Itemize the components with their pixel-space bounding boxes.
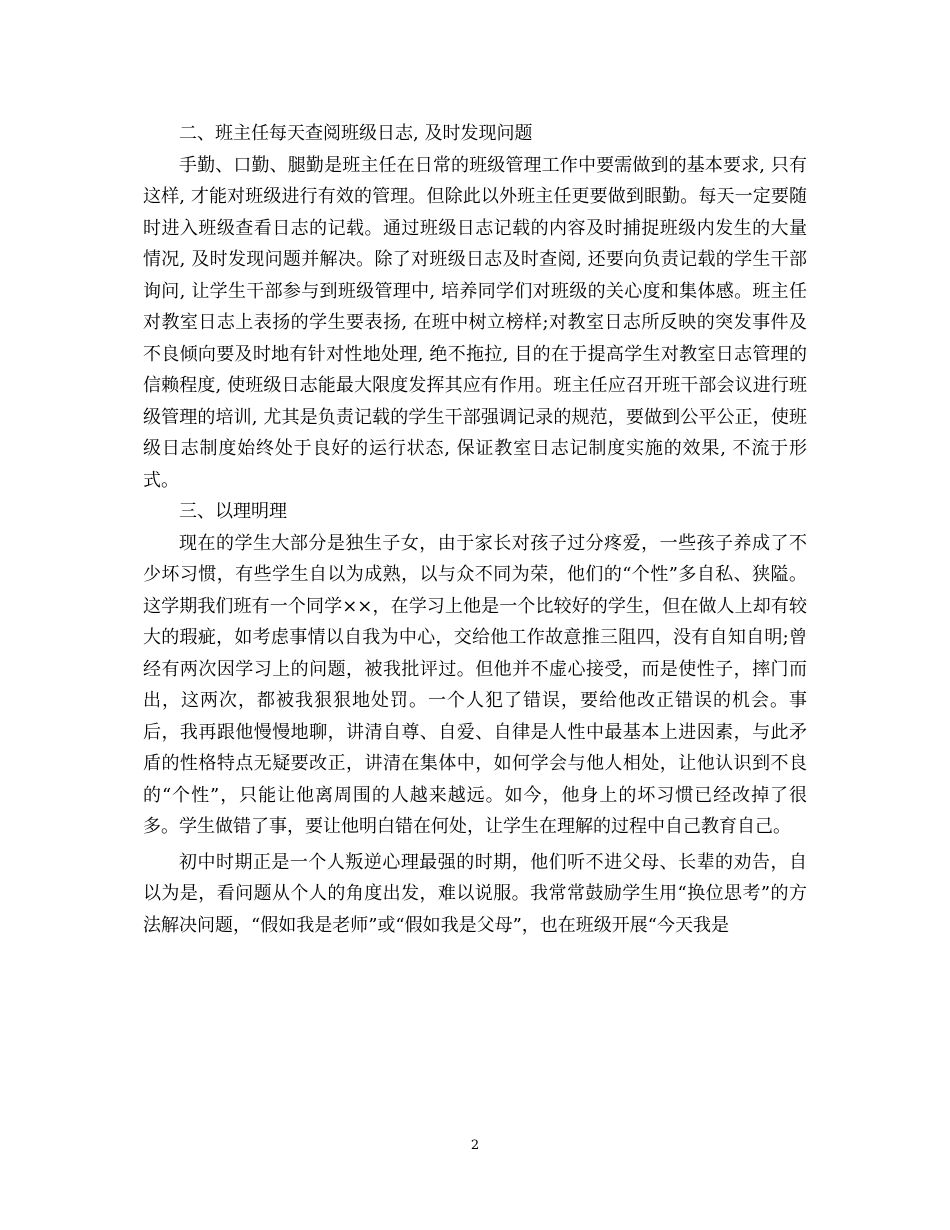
document-body bbox=[143, 118, 807, 941]
section-heading: 二、班主任每天查阅班级日志, 及时发现问题 bbox=[179, 123, 533, 144]
paragraph: 初中时期正是一个人叛逆心理最强的时期，他们听不进父母、长辈的劝告，自以为是，看问题从个人的角度出发，难以说服。我常常鼓励学生用“换位思考”的方法解决问题，“假如我是老师”或“假如我是父母”，也在班级开展“今天我是 bbox=[143, 851, 807, 936]
page-number: 2 bbox=[470, 1138, 480, 1153]
paragraph: 手勤、口勤、腿勤是班主任在日常的班级管理工作中要需做到的基本要求, 只有这样, 才能对班级进行有效的管理。但除此以外班主任更要做到眼勤。每天一定要随时进入班级查看日志的记载。通过班级日志记载的内容及时捕捉班级内发生的大量情况, 及时发现问题并解决。除了对班级日志及时查阅, 还要向负责记载的学生干部询问, 让学生干部参与到班级管理中, 培养同学们对班级的关心度和集体感。班主任对教室日志上表扬的学生要表扬, 在班中树立榜样;对教室日志所反映的突发事件及不良倾向要及时地有针对性地处理, 绝不拖拉, 目的在于提高学生对教室日志管理的信赖程度, 使班级日志能最大限度发挥其应有作用。班主任应召开班干部会议进行班级管理的培训, 尤其是负责记载的学生干部强调记录的规范，要做到公平公正，使班级日志制度始终处于良好的运行状态, 保证教室日志记制度实施的效果, 不流于形式。 bbox=[143, 154, 807, 491]
section-heading: 三、以理明理 bbox=[179, 501, 287, 522]
paragraph: 现在的学生大部分是独生子女，由于家长对孩子过分疼爱，一些孩子养成了不少坏习惯，有些学生自以为成熟，以与众不同为荣，他们的“个性”多自私、狭隘。这学期我们班有一个同学××，在学习上他是一个比较好的学生，但在做人上却有较大的瑕疵，如考虑事情以自我为中心，交给他工作故意推三阻四，没有自知自明;曾经有两次因学习上的问题，被我批评过。但他并不虚心接受，而是使性子，摔门而出，这两次，都被我狠狠地处罚。一个人犯了错误，要给他改正错误的机会。事后，我再跟他慢慢地聊，讲清自尊、自爱、自律是人性中最基本上进因素，与此矛盾的性格特点无疑要改正，讲清在集体中，如何学会与他人相处，让他认识到不良的“个性”，只能让他离周围的人越来越远。如今，他身上的坏习惯已经改掉了很多。学生做错了事，要让他明白错在何处，让学生在理解的过程中自己教育自己。 bbox=[143, 532, 807, 837]
